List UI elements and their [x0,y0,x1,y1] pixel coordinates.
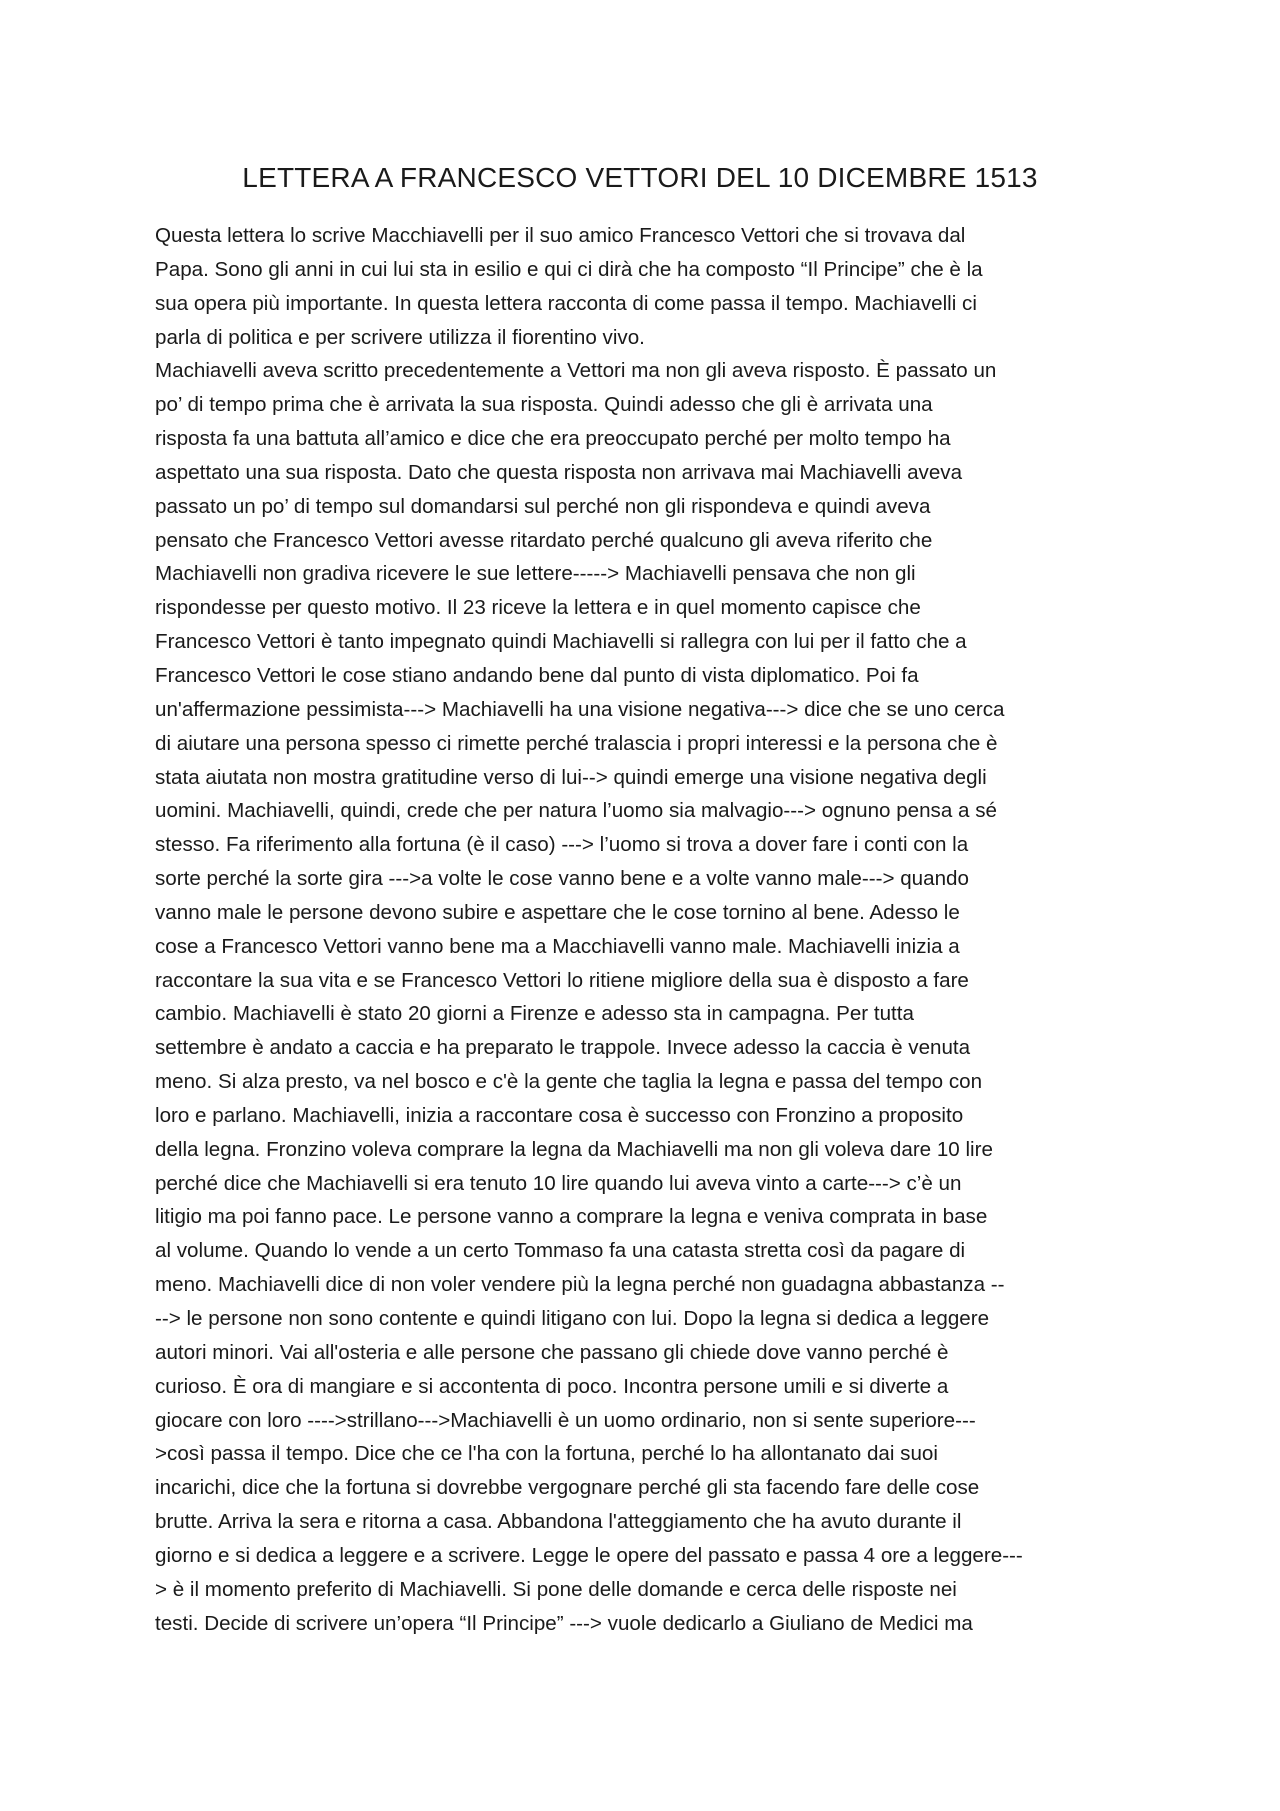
text-line: autori minori. Vai all'osteria e alle persone che passano gli chiede dove vanno perché è [155,1340,949,1364]
text-line: passato un po’ di tempo sul domandarsi sul perché non gli rispondeva e quindi aveva [155,494,931,518]
text-line: giorno e si dedica a leggere e a scrivere. Legge le opere del passato e passa 4 ore a leggere--- [155,1543,1023,1567]
text-line: po’ di tempo prima che è arrivata la sua risposta. Quindi adesso che gli è arrivata una [155,393,933,417]
text-line: curioso. È ora di mangiare e si accontenta di poco. Incontra persone umili e si diverte a [155,1374,949,1398]
text-line: sorte perché la sorte gira --->a volte le cose vanno bene e a volte vanno male---> quando [155,867,969,891]
text-line: stesso. Fa riferimento alla fortuna (è il caso) ---> l’uomo si trova a dover fare i conti con la [155,833,969,857]
text-line: Francesco Vettori è tanto impegnato quindi Machiavelli si rallegra con lui per il fatto che a [155,630,967,654]
text-line: cambio. Machiavelli è stato 20 giorni a Firenze e adesso sta in campagna. Per tutta [155,1002,914,1026]
text-line: cose a Francesco Vettori vanno bene ma a Macchiavelli vanno male. Machiavelli inizia a [155,934,960,958]
text-line: un'affermazione pessimista---> Machiavelli ha una visione negativa---> dice che se uno cerca [155,697,1005,721]
text-line: meno. Machiavelli dice di non voler vendere più la legna perché non guadagna abbastanza -- [155,1273,1005,1297]
text-line: settembre è andato a caccia e ha preparato le trappole. Invece adesso la caccia è venuta [155,1036,971,1060]
text-line: pensato che Francesco Vettori avesse ritardato perché qualcuno gli aveva riferito che [155,528,933,552]
text-line: raccontare la sua vita e se Francesco Vettori lo ritiene migliore della sua è disposto a fare [155,968,969,992]
text-line: parla di politica e per scrivere utilizza il fiorentino vivo. [155,325,645,349]
text-line: brutte. Arriva la sera e ritorna a casa. Abbandona l'atteggiamento che ha avuto durante il [155,1510,962,1534]
text-line: --> le persone non sono contente e quindi litigano con lui. Dopo la legna si dedica a leggere [155,1307,990,1330]
text-line: Questa lettera lo scrive Macchiavelli per il suo amico Francesco Vettori che si trovava dal [155,224,966,247]
text-line: sua opera più importante. In questa lettera racconta di come passa il tempo. Machiavelli ci [155,291,977,315]
text-line: Francesco Vettori le cose stiano andando bene dal punto di vista diplomatico. Poi fa [155,663,919,687]
text-line: > è il momento preferito di Machiavelli. Si pone delle domande e cerca delle risposte nei [155,1577,957,1601]
text-line: della legna. Fronzino voleva comprare la legna da Machiavelli ma non gli voleva dare 10 lire [155,1137,993,1161]
text-line: aspettato una sua risposta. Dato che questa risposta non arrivava mai Machiavelli aveva [155,460,963,484]
text-line: risposta fa una battuta all’amico e dice che era preoccupato perché per molto tempo ha [155,427,951,451]
page-title: LETTERA A FRANCESCO VETTORI DEL 10 DICEMBRE 1513 [242,162,1038,193]
text-line: meno. Si alza presto, va nel bosco e c'è la gente che taglia la legna e passa del tempo con [155,1070,983,1094]
text-line: perché dice che Machiavelli si era tenuto 10 lire quando lui aveva vinto a carte---> c’è un [155,1171,962,1195]
text-line: Papa. Sono gli anni in cui lui sta in esilio e qui ci dirà che ha composto “Il Principe” che è la [155,257,983,281]
text-line: al volume. Quando lo vende a un certo Tommaso fa una catasta stretta così da pagare di [155,1239,966,1263]
text-line: rispondesse per questo motivo. Il 23 riceve la lettera e in quel momento capisce che [155,596,921,620]
text-line [155,1640,1135,1674]
text-line: uomini. Machiavelli, quindi, crede che per natura l’uomo sia malvagio---> ognuno pensa a sé [155,799,997,823]
text-line: Machiavelli non gradiva ricevere le sue lettere-----> Machiavelli pensava che non gli [155,562,916,586]
body-text [155,219,1135,1674]
text-line: incarichi, dice che la fortuna si dovrebbe vergognare perché gli sta facendo fare delle cose [155,1476,980,1500]
text-line: giocare con loro ---->strillano--->Machiavelli è un uomo ordinario, non si sente superiore--- [155,1408,976,1432]
text-line: testi. Decide di scrivere un’opera “Il Principe” ---> vuole dedicarlo a Giuliano de Medici ma [155,1611,973,1635]
text-line: stata aiutata non mostra gratitudine verso di lui--> quindi emerge una visione negativa degli [155,765,987,789]
text-line: Machiavelli aveva scritto precedentemente a Vettori ma non gli aveva risposto. È passato un [155,359,997,383]
text-line: vanno male le persone devono subire e aspettare che le cose tornino al bene. Adesso le [155,900,960,924]
text-line: litigio ma poi fanno pace. Le persone vanno a comprare la legna e veniva comprata in base [155,1205,988,1229]
text-line: di aiutare una persona spesso ci rimette perché tralascia i propri interessi e la persona che è [155,731,998,755]
text-line: >così passa il tempo. Dice che ce l'ha con la fortuna, perché lo ha allontanato dai suoi [155,1442,938,1466]
text-line: loro e parlano. Machiavelli, inizia a raccontare cosa è successo con Fronzino a proposito [155,1103,964,1127]
